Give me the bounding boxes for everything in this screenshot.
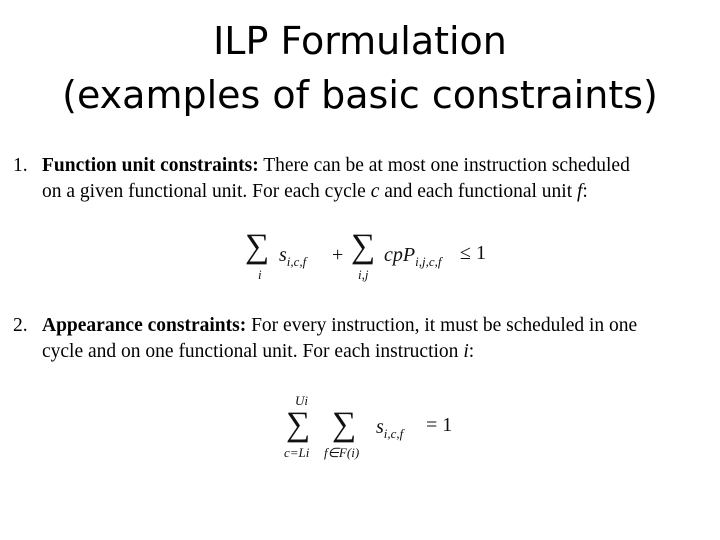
item-heading: Function unit constraints: [42,155,259,176]
term-subscript: i,c,f [383,426,404,441]
item-text: For every instruction, it must be scheduled in one [246,315,638,336]
item-text: : [468,341,475,362]
equation-term [376,416,403,445]
term-symbol: cpP [384,244,416,266]
item-text-line-2 [42,340,474,364]
summation-symbol: ∑ [332,406,357,443]
equation-2 [284,392,484,462]
plus-sign: + [332,244,344,266]
summation-index: f∈F(i) [324,445,360,460]
item-number: 1. [13,155,28,176]
item-number: 2. [13,315,28,336]
summation-symbol: ∑ [245,228,270,265]
math-variable: f [576,181,583,202]
relation: ≤ 1 [460,242,486,264]
item-text-line-1 [42,314,637,338]
term-subscript: i,c,f [286,254,307,269]
item-text: on a given functional unit. For each cycle [42,181,371,202]
equation-1 [245,228,505,288]
equation-term [279,244,306,273]
item-text-line-1 [42,154,630,178]
slide-title-line-1: ILP Formulation [213,19,507,63]
item-text: There can be at most one instruction scheduled [258,155,630,176]
summation-index: i,j [358,267,369,282]
item-heading: Appearance constraints: [42,315,247,336]
equation-term [384,244,441,273]
summation-symbol: ∑ [351,228,376,265]
term-symbol: s [376,416,384,438]
summation-symbol: ∑ [286,406,311,443]
summation-index: i [258,267,262,282]
item-text: cycle and on one functional unit. For each instruction [42,341,464,362]
relation: = 1 [426,414,453,436]
item-text-line-2 [42,180,588,204]
summation-index: c=Li [284,445,310,460]
summation-upper-limit: Ui [295,393,308,408]
term-subscript: i,j,c,f [415,254,442,269]
math-variable: c [370,181,380,202]
slide-title-line-2: (examples of basic constraints) [62,73,658,117]
math-variable: i [463,341,469,362]
item-text: and each functional unit [379,181,577,202]
term-symbol: s [279,244,287,266]
item-text: : [582,181,588,202]
